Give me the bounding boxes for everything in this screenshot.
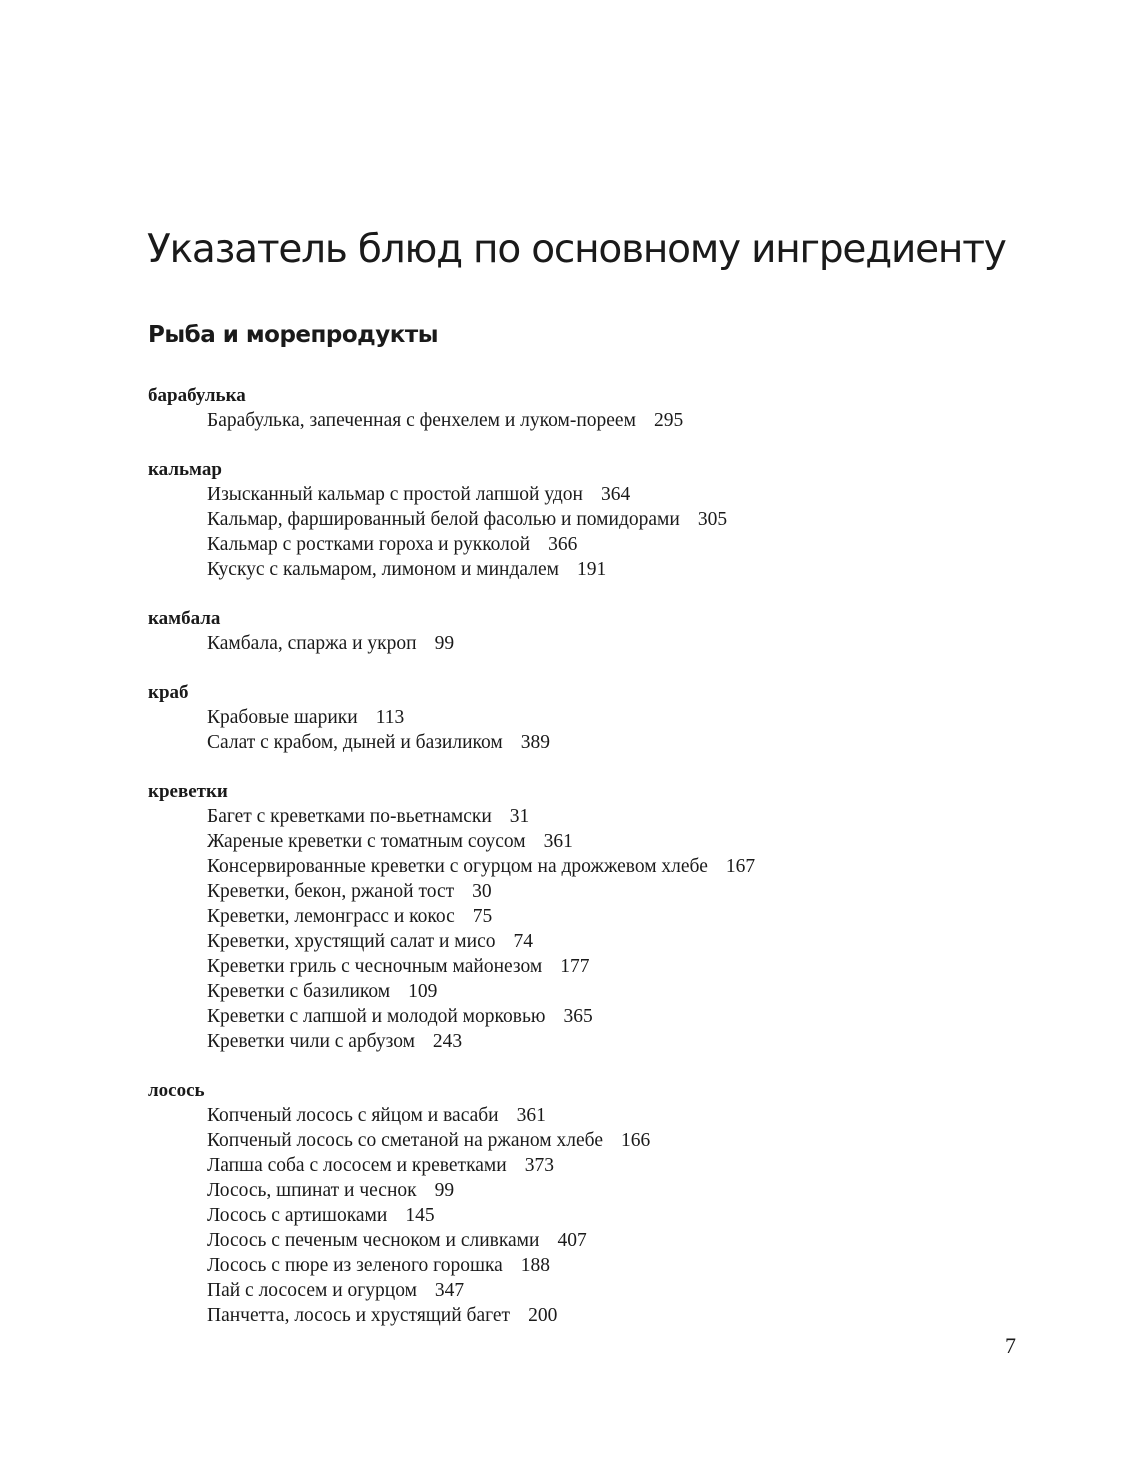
recipe-entry [148,854,1048,879]
recipe-entry [148,954,1048,979]
recipe-page: 361 [543,831,573,852]
recipe-entry [148,1128,1048,1153]
recipe-page: 200 [528,1305,558,1326]
recipe-name: Лосось с печеным чесноком и сливками [207,1230,540,1251]
page-title: Указатель блюд по основному ингредиенту [147,227,1006,272]
recipe-page: 145 [405,1205,435,1226]
recipe-entry [148,879,1048,904]
recipe-entry [148,1278,1048,1303]
recipe-name: Лосось с артишоками [207,1205,388,1226]
recipe-entry [148,557,1048,582]
index-list [148,383,1048,1352]
recipe-page: 364 [600,484,631,505]
recipe-page: 365 [563,1006,593,1027]
page-number: 7 [1005,1333,1016,1358]
recipe-name: Барабулька, запеченная с фенхелем и луком-пореем [207,410,636,431]
recipe-entry [148,631,1048,656]
recipe-name: Кускус с кальмаром, лимоном и миндалем [207,559,559,580]
index-group [148,606,1048,656]
recipe-entry [148,730,1048,755]
index-group [148,779,1048,1054]
recipe-name: Креветки, лемонграсс и кокос [207,906,455,927]
recipe-entry [148,979,1048,1004]
recipe-name: Пай с лососем и огурцом [207,1280,417,1301]
recipe-page: 74 [513,931,533,952]
recipe-page: 167 [725,856,756,877]
recipe-name: Креветки с базиликом [207,981,391,1002]
recipe-name: Креветки, хрустящий салат и мисо [207,931,496,952]
recipe-name: Камбала, спаржа и укроп [207,633,417,654]
ingredient-heading: камбала [148,608,221,629]
recipe-entry [148,1004,1048,1029]
recipe-page: 99 [434,633,455,654]
recipe-entry [148,1178,1048,1203]
recipe-page: 188 [520,1255,551,1276]
recipe-name: Панчетта, лосось и хрустящий багет [207,1305,511,1326]
recipe-page: 305 [697,509,728,530]
recipe-entry [148,1303,1048,1328]
ingredient-heading: лосось [148,1080,205,1101]
recipe-entry [148,904,1048,929]
recipe-entry [148,507,1048,532]
ingredient-heading: краб [148,682,189,703]
recipe-page: 373 [524,1155,554,1176]
index-group [148,1078,1048,1328]
recipe-page: 31 [509,806,530,827]
recipe-name: Копченый лосось с яйцом и васаби [207,1105,499,1126]
recipe-page: 109 [408,981,438,1002]
recipe-page: 75 [472,906,493,927]
recipe-entry [148,929,1048,954]
recipe-name: Лосось с пюре из зеленого горошка [207,1255,503,1276]
recipe-name: Кальмар с ростками гороха и рукколой [207,534,531,555]
index-group [148,383,1048,433]
recipe-name: Креветки с лапшой и молодой морковью [207,1006,546,1027]
recipe-name: Креветки гриль с чесночным майонезом [207,956,543,977]
recipe-page: 366 [548,534,578,555]
recipe-entry [148,705,1048,730]
recipe-entry [148,1253,1048,1278]
recipe-page: 177 [560,956,590,977]
recipe-page: 113 [375,707,405,728]
recipe-name: Лосось, шпинат и чеснок [207,1180,417,1201]
recipe-name: Изысканный кальмар с простой лапшой удон [207,484,583,505]
recipe-name: Лапша соба с лососем и креветками [207,1155,507,1176]
recipe-entry [148,408,1048,433]
recipe-entry [148,1228,1048,1253]
recipe-entry [148,804,1048,829]
recipe-name: Креветки, бекон, ржаной тост [207,881,455,902]
recipe-entry [148,482,1048,507]
recipe-page: 407 [557,1230,587,1251]
recipe-page: 166 [620,1130,651,1151]
section-title: Рыба и морепродукты [148,322,438,348]
recipe-name: Креветки чили с арбузом [207,1031,415,1052]
recipe-entry [148,1203,1048,1228]
recipe-name: Жареные креветки с томатным соусом [207,831,526,852]
recipe-page: 295 [653,410,684,431]
recipe-entry [148,1029,1048,1054]
recipe-name: Крабовые шарики [207,707,358,728]
index-group [148,680,1048,755]
recipe-page: 389 [520,732,550,753]
recipe-page: 243 [432,1031,463,1052]
recipe-name: Салат с крабом, дыней и базиликом [207,732,503,753]
recipe-name: Консервированные креветки с огурцом на дрожжевом хлебе [207,856,708,877]
recipe-page: 30 [472,881,492,902]
recipe-name: Багет с креветками по-вьетнамски [207,806,492,827]
ingredient-heading: креветки [148,781,228,802]
index-group [148,457,1048,582]
recipe-page: 347 [434,1280,465,1301]
recipe-entry [148,1103,1048,1128]
recipe-page: 191 [576,559,607,580]
recipe-entry [148,532,1048,557]
recipe-name: Кальмар, фаршированный белой фасолью и помидорами [207,509,680,530]
recipe-page: 361 [516,1105,546,1126]
ingredient-heading: барабулька [148,385,246,406]
ingredient-heading: кальмар [148,459,222,480]
recipe-entry [148,829,1048,854]
recipe-entry [148,1153,1048,1178]
recipe-name: Копченый лосось со сметаной на ржаном хлебе [207,1130,603,1151]
recipe-page: 99 [434,1180,455,1201]
